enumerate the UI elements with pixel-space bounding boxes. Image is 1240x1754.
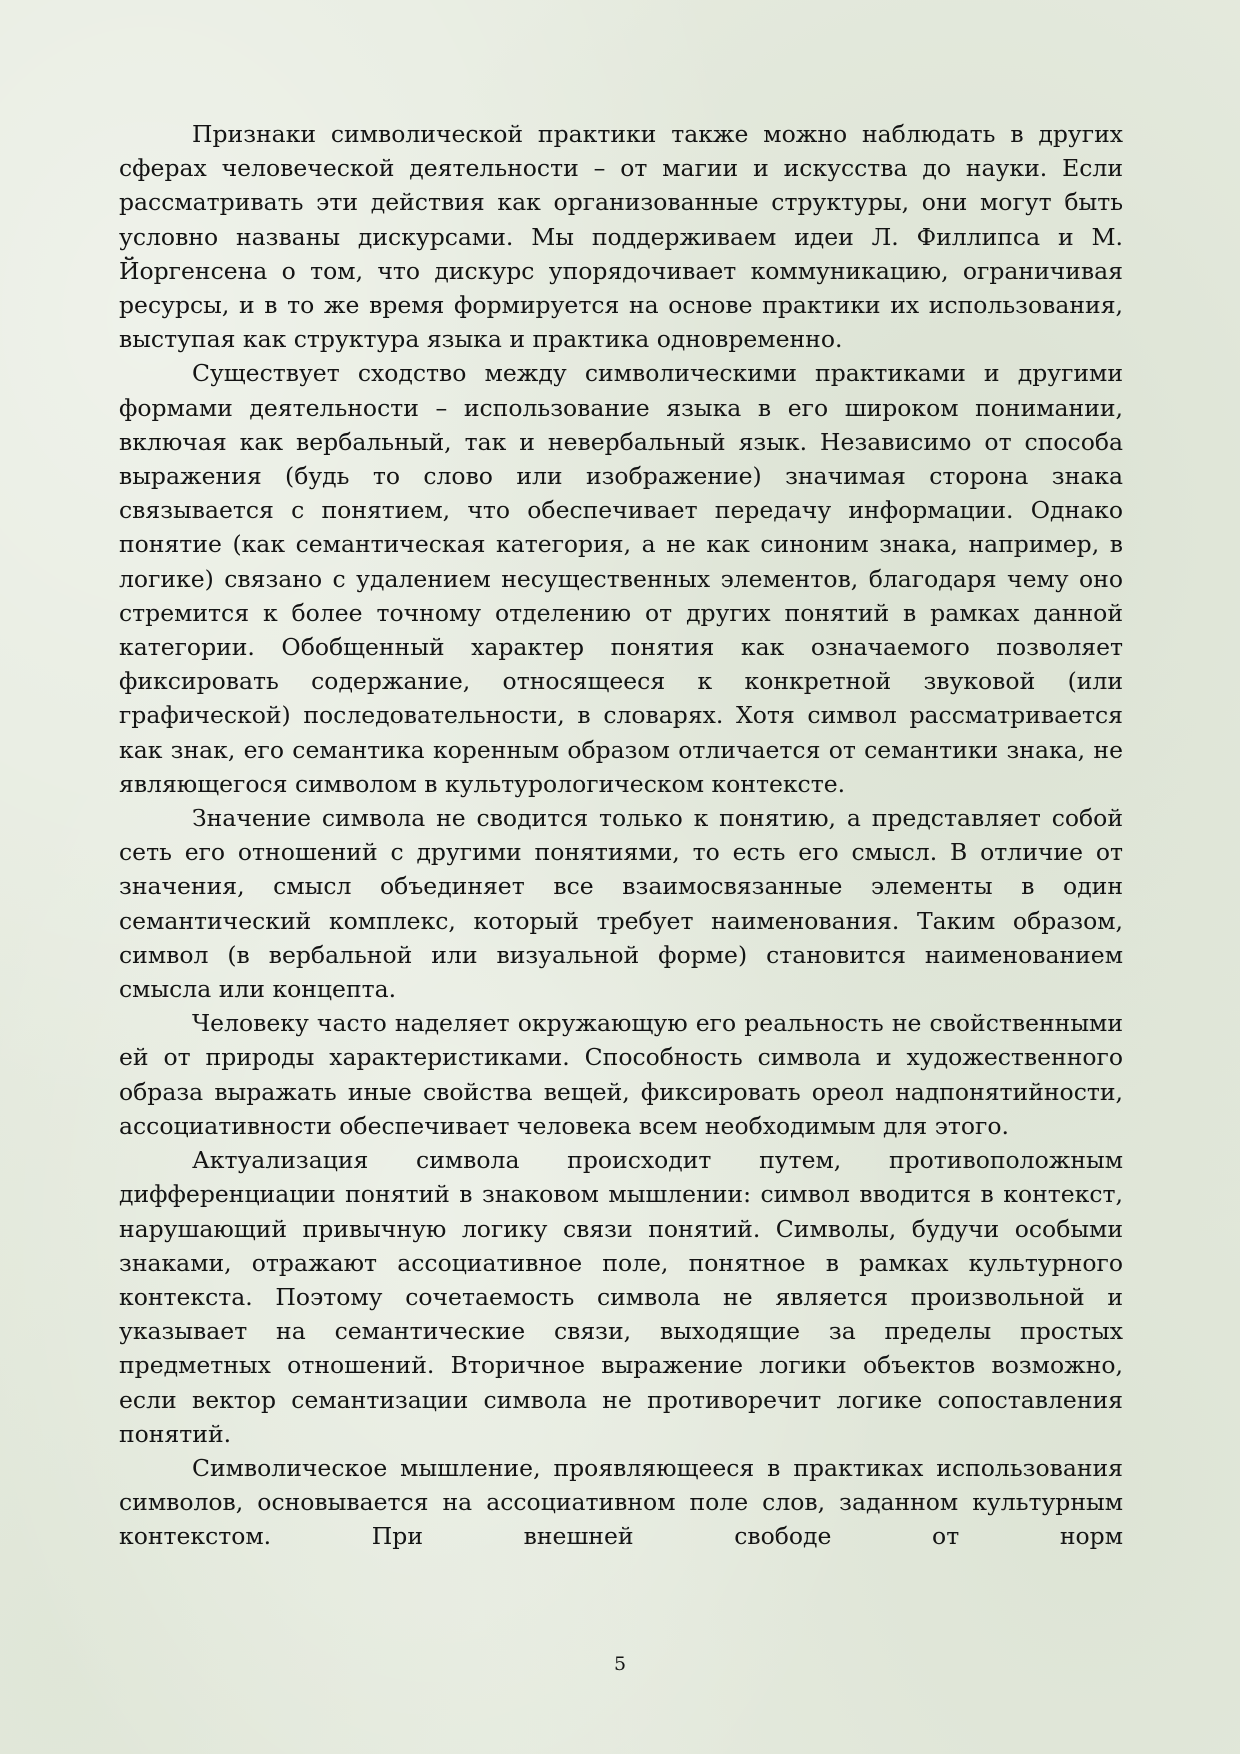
page-number: 5 [613,1653,627,1675]
paragraph-3: Значение символа не сводится только к понятию, а представляет собой сеть его отношений с другими понятиями, то есть его смысл. В отличие от значения, смысл объединяет все взаимосвязанные элементы в один семантический комплекс, который требует наименования. Таким образом, символ (в вербальной или визуальной форме) становится наименованием смысла или концепта. [119,804,1123,1004]
paragraph-6: Символическое мышление, проявляющееся в практиках использования символов, основывается на ассоциативном поле слов, заданном культурным контекстом. При внешней свободе от норм [119,1453,1123,1551]
paragraph-4: Человеку часто наделяет окружающую его реальность не свойственными ей от природы характеристиками. Способность символа и художественного образа выражать иные свойства вещей, фиксировать ореол надпонятийности, ассоциативности обеспечивает человека всем необходимым для этого. [119,1009,1123,1140]
body-text [119,117,1123,1554]
paragraph-1: Признаки символической практики также можно наблюдать в других сферах человеческой деятельности – от магии и искусства до науки. Если рассматривать эти действия как организованные структуры, они могут быть условно названы дискурсами. Мы поддерживаем идеи Л. Филлипса и М. Йоргенсена о том, что дискурс упорядочивает коммуникацию, ограничивая ресурсы, и в то же время формируется на основе практики их использования, выступая как структура языка и практика одновременно. [119,120,1123,354]
paragraph-2: Существует сходство между символическими практиками и другими формами деятельности – использование языка в его широком понимании, включая как вербальный, так и невербальный язык. Независимо от способа выражения (будь то слово или изображение) значимая сторона знака связывается с понятием, что обеспечивает передачу информации. Однако понятие (как семантическая категория, а не как синоним знака, например, в логике) связано с удалением несущественных элементов, благодаря чему оно стремится к более точному отделению от других понятий в рамках данной категории. Обобщенный характер понятия как означаемого позволяет фиксировать содержание, относящееся к конкретной звуковой (или графической) последовательности, в словарях. Хотя символ рассматривается как знак, его семантика коренным образом отличается от семантики знака, не являющегося символом в культурологическом контексте. [119,359,1123,798]
paragraph-5: Актуализация символа происходит путем, противоположным дифференциации понятий в знаковом мышлении: символ вводится в контекст, нарушающий привычную логику связи понятий. Символы, будучи особыми знаками, отражают ассоциативное поле, понятное в рамках культурного контекста. Поэтому сочетаемость символа не является произвольной и указывает на семантические связи, выходящие за пределы простых предметных отношений. Вторичное выражение логики объектов возможно, если вектор семантизации символа не противоречит логике сопоставления понятий. [119,1146,1123,1448]
